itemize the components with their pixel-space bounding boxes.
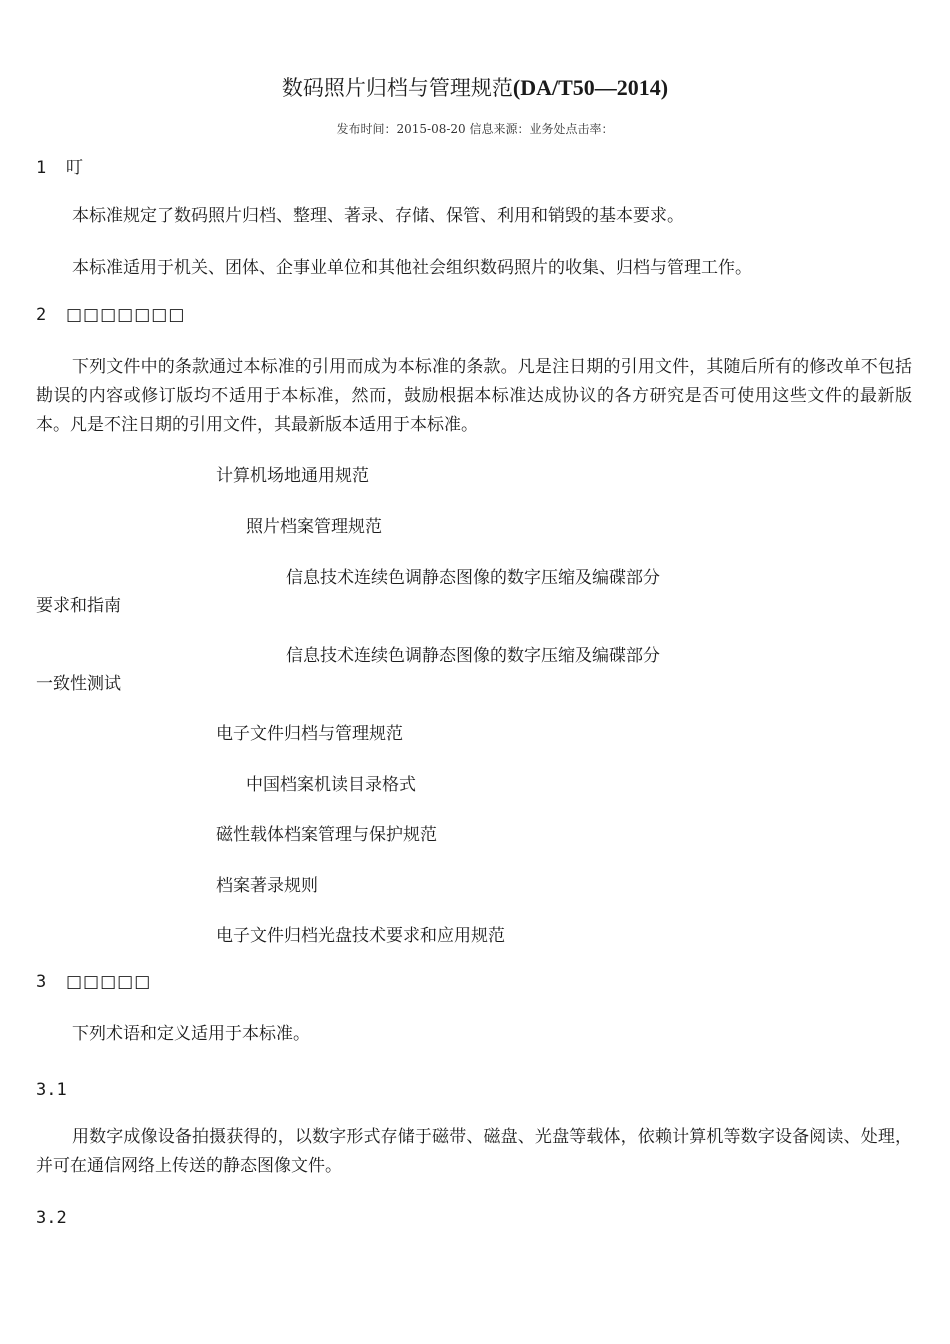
section-title: □□□□□ [66, 972, 152, 992]
reference-item: 电子文件归档光盘技术要求和应用规范 [216, 926, 505, 946]
reference-item-continuation: 一致性测试 [36, 674, 121, 694]
reference-item-continuation: 要求和指南 [36, 596, 121, 616]
document-title [0, 72, 950, 102]
section-2-heading [36, 305, 185, 325]
scope-paragraph-1: 本标准规定了数码照片归档、整理、著录、存储、保管、利用和销毁的基本要求。 [72, 206, 684, 226]
definition-paragraph: 用数字成像设备拍摄获得的，以数字形式存储于磁带、磁盘、光盘等载体，依赖计算机等数字设备阅读、处理，并可在通信网络上传送的静态图像文件。 [36, 1127, 912, 1176]
section-number: 2 [36, 305, 47, 325]
reference-item: 照片档案管理规范 [246, 517, 382, 537]
reference-item: 信息技术连续色调静态图像的数字压缩及编碟部分 [286, 568, 660, 588]
section-title: □□□□□□□ [66, 305, 186, 325]
reference-item: 磁性载体档案管理与保护规范 [216, 825, 437, 845]
title-standard-code: (DA/T50—2014) [512, 75, 669, 100]
section-3-heading [36, 972, 151, 992]
title-chinese: 数码照片归档与管理规范 [281, 76, 513, 100]
reference-item: 档案著录规则 [216, 876, 318, 896]
publish-meta: 发布时间：2015-08-20 信息来源：业务处点击率： [336, 122, 614, 136]
reference-item: 计算机场地通用规范 [216, 466, 369, 486]
reference-item: 中国档案机读目录格式 [246, 775, 416, 795]
section-number: 1 [36, 158, 47, 178]
reference-item: 信息技术连续色调静态图像的数字压缩及编碟部分 [286, 646, 660, 666]
section-title: 叮 [66, 158, 84, 178]
scope-paragraph-2: 本标准适用于机关、团体、企事业单位和其他社会组织数码照片的收集、归档与管理工作。 [72, 258, 752, 278]
terms-intro-paragraph: 下列术语和定义适用于本标准。 [72, 1024, 310, 1044]
clause-number: 3.2 [36, 1208, 67, 1228]
references-intro-paragraph: 下列文件中的条款通过本标准的引用而成为本标准的条款。凡是注日期的引用文件，其随后所有的修改单不包括勘误的内容或修订版均不适用于本标准，然而，鼓励根据本标准达成协议的各方研究是否可使用这些文件的最新版本。凡是不注日期的引用文件，其最新版本适用于本标准。 [36, 357, 912, 435]
section-1-heading [36, 153, 84, 178]
section-number: 3 [36, 972, 47, 992]
reference-item: 电子文件归档与管理规范 [216, 724, 403, 744]
clause-number: 3.1 [36, 1080, 67, 1100]
